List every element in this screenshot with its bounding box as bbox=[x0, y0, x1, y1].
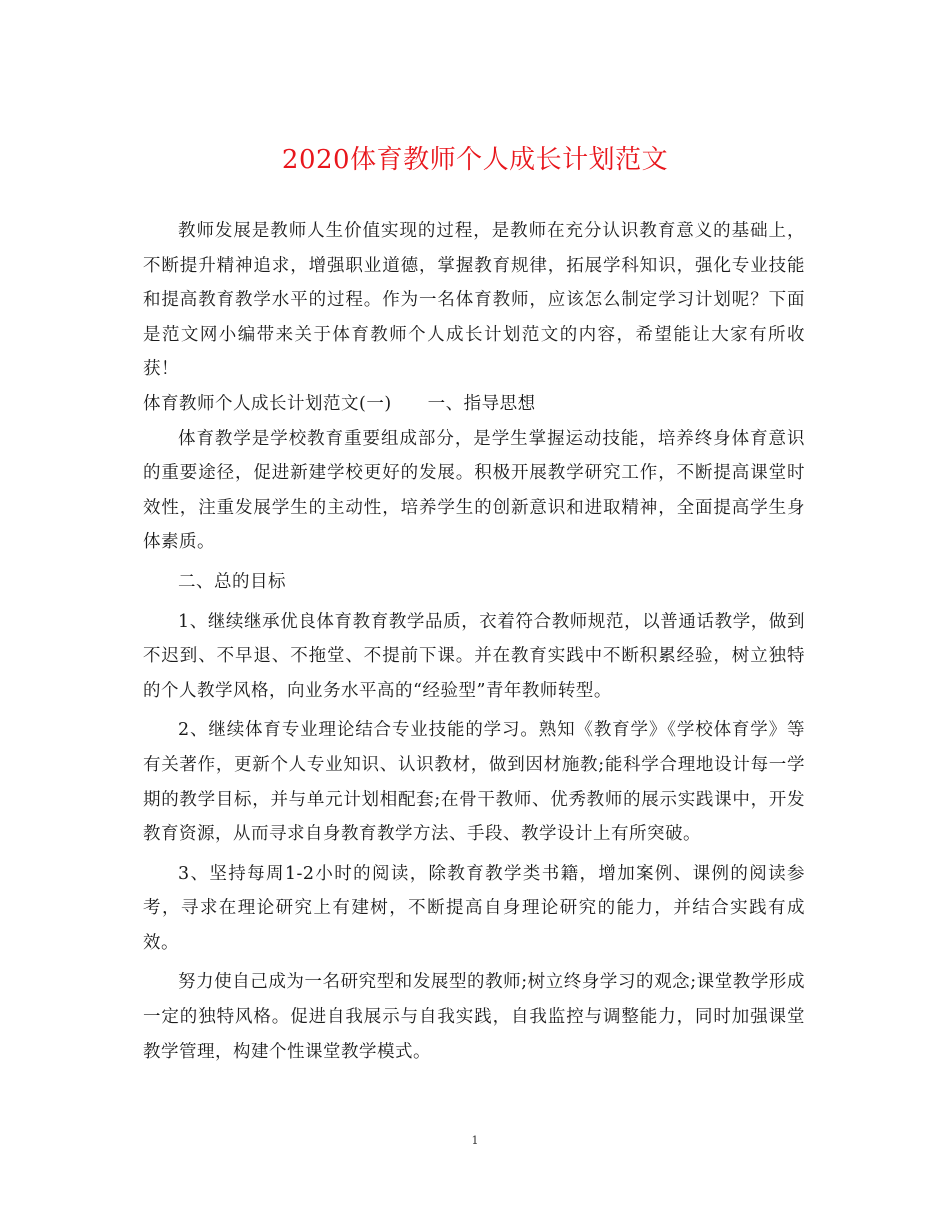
goal-item-3: 3、坚持每周1-2小时的阅读，除教育教学类书籍，增加案例、课例的阅读参考，寻求在理论研究上有建树，不断提高自身理论研究的能力，并结合实践有成效。 bbox=[143, 863, 805, 953]
document-body bbox=[143, 214, 805, 1069]
intro-paragraph: 教师发展是教师人生价值实现的过程，是教师在充分认识教育意义的基础上，不断提升精神追求，增强职业道德，掌握教育规律，拓展学科知识，强化专业技能和提高教育教学水平的过程。作为一名体育教师，应该怎么制定学习计划呢？下面是范文网小编带来关于体育教师个人成长计划范文的内容，希望能让大家有所收获！ bbox=[143, 221, 805, 380]
guiding-ideology-paragraph: 体育教学是学校教育重要组成部分，是学生掌握运动技能，培养终身体育意识的重要途径，促进新建学校更好的发展。积极开展教学研究工作，不断提高课堂时效性，注重发展学生的主动性，培养学生的创新意识和进取精神，全面提高学生身体素质。 bbox=[143, 428, 805, 553]
goal-item-2: 2、继续体育专业理论结合专业技能的学习。熟知《教育学》《学校体育学》等有关著作，更新个人专业知识、认识教材，做到因材施教;能科学合理地设计每一学期的教学目标，并与单元计划相配套;在骨干教师、优秀教师的展示实践课中，开发教育资源，从而寻求自身教育教学方法、手段、教学设计上有所突破。 bbox=[143, 720, 805, 845]
closing-paragraph: 努力使自己成为一名研究型和发展型的教师;树立终身学习的观念;课堂教学形成一定的独特风格。促进自我展示与自我实践，自我监控与调整能力，同时加强课堂教学管理，构建个性课堂教学模式。 bbox=[143, 972, 805, 1062]
section-heading: 体育教师个人成长计划范文(一) bbox=[143, 393, 392, 414]
section-heading-line bbox=[143, 387, 805, 422]
page-number: 1 bbox=[471, 1134, 479, 1147]
goal-item-1: 1、继续继承优良体育教育教学品质，衣着符合教师规范，以普通话教学，做到不迟到、不早退、不拖堂、不提前下课。并在教育实践中不断积累经验，树立独特的个人教学风格，向业务水平高的“经验型”青年教师转型。 bbox=[143, 611, 805, 701]
document-title: 2020体育教师个人成长计划范文 bbox=[281, 145, 669, 175]
subheading-guiding-ideology: 一、指导思想 bbox=[427, 393, 536, 414]
subheading-overall-goals: 二、总的目标 bbox=[178, 571, 286, 592]
